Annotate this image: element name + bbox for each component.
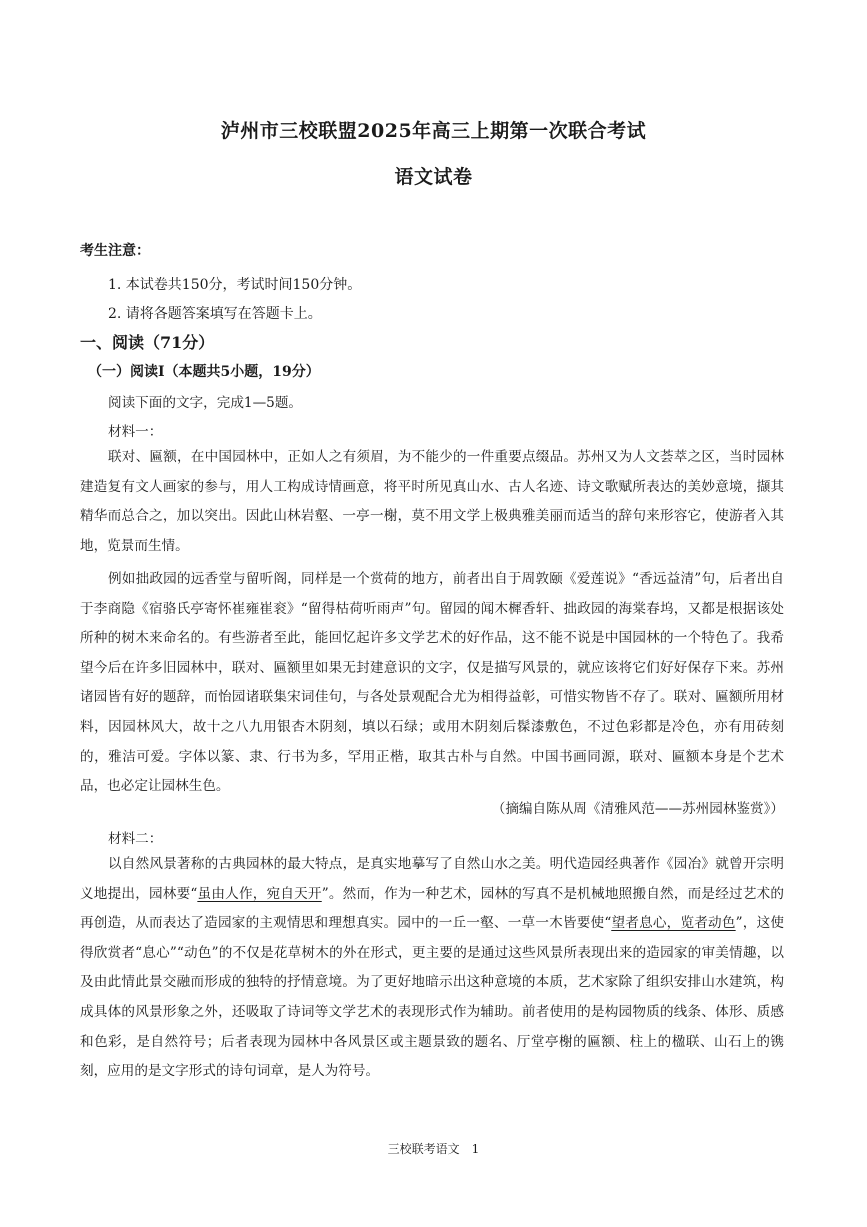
page-footer: 三校联考语文 1 [387,1142,480,1156]
material-label: 材料一： [108,424,163,440]
material2-paragraph [80,850,784,1087]
paragraph-text: ”，这使得欣赏者“息心”“动色”的不仅是花草树木的外在形式，更主要的是通过这些风景所表现出来的造园家的审美情趣，以及由此情此景交融而形成的独特的抒情意境。为了更好地暗示出这种意境的本质，艺术家除了组织安排山水建筑，构成具体的风景形象之外，还吸取了诗词等文学艺术的表现形式作为辅助。前者使用的是构园物质的线条、体形、质感和色彩，是自然符号；后者表现为园林中各风景区或主题景致的题名、厅堂亭榭的匾额、柱上的楹联、山石上的镌刻，应用的是文字形式的诗句词章，是人为符号。 [80,915,784,1080]
material1-paragraph-1: 联对、匾额，在中国园林中，正如人之有须眉，为不能少的一件重要点缀品。苏州又为人文荟萃之区，当时园林建造复有文人画家的参与，用人工构成诗情画意，将平时所见真山水、古人名迹、诗文歌赋所表达的美妙意境，撷其精华而总合之，加以突出。因此山林岩壑、一亭一榭，莫不用文学上极典雅美丽而适当的辞句来形容它，使游者入其地，览景而生情。 [80,449,784,554]
paragraph-text: ”。然而，作为一种艺术，园林的写真不是机械地照搬自然，而是经过艺术的再创造，从而表达了造园家的主观情思和理想真实。园中的一丘一壑、一草一木皆要使“ [80,885,785,932]
instruction-text: 阅读下面的文字，完成1—5题。 [108,395,303,411]
source-citation: （摘编自陈从周《清雅风范——苏州园林鉴赏》） [491,801,784,817]
notice-heading: 考生注意： [80,243,150,259]
exam-subtitle: 语文试卷 [394,166,473,188]
underlined-quote: 虽由人作，宛自天开 [197,885,322,902]
paragraph-text: 以自然风景著称的古典园林的最大特点，是真实地摹写了自然山水之美。明代造园经典著作《园冶》就曾开宗明义地提出，园林要“ [80,856,784,902]
exam-title: 泸州市三校联盟2025年高三上期第一次联合考试 [220,120,647,142]
subsection-title: （一）阅读Ⅰ（本题共5小题，19分） [88,364,320,380]
material-label: 材料二： [108,831,163,847]
section-title: 一、阅读（71分） [80,333,215,352]
notice-item: 2. 请将各题答案填写在答题卡上。 [108,306,322,322]
underlined-quote: 望者息心，览者动色 [611,915,736,932]
notice-item: 1. 本试卷共150分，考试时间150分钟。 [108,277,362,293]
material1-paragraph-2: 例如拙政园的远香堂与留听阁，同样是一个赏荷的地方，前者出自于周敦颐《爱莲说》“香远益清”句，后者出自于李商隐《宿骆氏亭寄怀崔雍崔衮》“留得枯荷听雨声”句。留园的闻木樨香轩、拙政园的海棠春坞，又都是根据该处所种的树木来命名的。有些游者至此，能回忆起许多文学艺术的好作品，这不能不说是中国园林的一个特色了。我希望今后在许多旧园林中，联对、匾额里如果无封建意识的文字，仅是描写风景的，就应该将它们好好保存下来。苏州诸园皆有好的题辞，而怡园诸联集宋词佳句，与各处景观配合尤为相得益彰，可惜实物皆不存了。联对、匾额所用材料，因园林风大，故十之八九用银杏木阴刻，填以石绿；或用木阴刻后髹漆敷色，不过色彩都是冷色，亦有用砖刻的，雅洁可爱。字体以篆、隶、行书为多，罕用正楷，取其古朴与自然。中国书画同源，联对、匾额本身是个艺术品，也必定让园林生色。 [80,571,784,795]
